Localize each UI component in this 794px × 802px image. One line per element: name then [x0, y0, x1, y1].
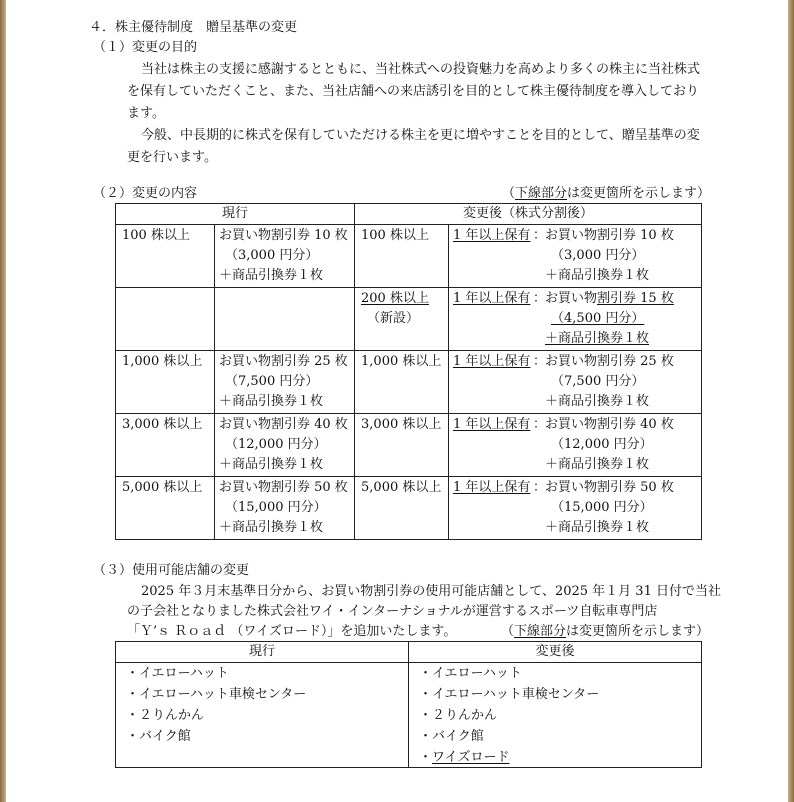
- new-benefit-text: お買い物割引券 25 枚: [545, 354, 674, 369]
- current-benefit-cell: [215, 351, 355, 414]
- table1-header-current: 現行: [116, 204, 355, 225]
- store-new-name: ワイズロード: [432, 750, 510, 765]
- current-benefit-line: ＋商品引換券１枚: [219, 457, 324, 472]
- stores-para-line3: 「Ｙ’ｓ Ｒｏａｄ （ワイズロード）」を追加いたします。: [127, 624, 457, 639]
- current-benefit-line: お買い物割引券 25 枚: [219, 354, 348, 369]
- store-item-new: [419, 750, 510, 766]
- holding-colon: ：: [533, 228, 547, 243]
- table2-header-after: 変更後: [409, 642, 702, 663]
- new-benefit-cell: [449, 288, 702, 351]
- current-shares: 100 株以上: [122, 228, 190, 243]
- new-shares: 3,000 株以上: [361, 417, 442, 432]
- current-benefit-line: （7,500 円分）: [225, 374, 319, 389]
- new-benefit-cell: [449, 477, 702, 540]
- new-shares-cell: [355, 225, 449, 288]
- new-benefit-line: （3,000 円分）: [551, 248, 645, 263]
- purpose-para2-line1: 今般、中長期的に株式を保有していただける株主を更に増やすことを目的として、贈呈基準の変: [141, 128, 700, 143]
- table2-header-current: 現行: [116, 642, 409, 663]
- table-row: [116, 351, 702, 414]
- new-benefit-cell: [449, 414, 702, 477]
- stores-para-line2: の子会社となりました株式会社ワイ・インターナショナルが運営するスポーツ自転車専門店: [127, 604, 658, 619]
- current-shares-cell: [116, 477, 215, 540]
- new-benefit-line: （12,000 円分）: [551, 437, 653, 452]
- holding-colon: ：: [533, 480, 547, 495]
- new-benefit-line: ＋商品引換券１枚: [545, 331, 650, 346]
- new-shares: 1,000 株以上: [361, 354, 442, 369]
- current-benefit-cell: [215, 477, 355, 540]
- table-row: [116, 477, 702, 540]
- current-benefit-line: お買い物割引券 50 枚: [219, 480, 348, 495]
- table-row: [116, 288, 702, 351]
- new-benefit-line: ＋商品引換券１枚: [545, 457, 650, 472]
- section-title: ４．株主優待制度 贈呈基準の変更: [89, 20, 298, 35]
- new-benefit-text: お買い物割引券 10 枚: [545, 228, 674, 243]
- current-benefit-cell: [215, 288, 355, 351]
- current-benefit-line: （3,000 円分）: [225, 248, 319, 263]
- current-shares: 1,000 株以上: [122, 354, 203, 369]
- current-shares: 3,000 株以上: [122, 417, 203, 432]
- current-benefit-line: （15,000 円分）: [225, 500, 327, 515]
- change-note: （下線部分は変更箇所を示します）: [502, 186, 711, 201]
- holding-period: 1 年以上保有: [453, 480, 531, 495]
- current-benefit-line: （12,000 円分）: [225, 437, 327, 452]
- subsection-stores: （３）使用可能店舗の変更: [93, 563, 250, 578]
- current-benefit-cell: [215, 414, 355, 477]
- store-item: ・イエローハット車検センター: [126, 687, 307, 702]
- store-item: ・バイク館: [126, 729, 191, 744]
- page-edge-right: [788, 0, 794, 802]
- new-benefit-text: お買い物割引券 50 枚: [545, 480, 674, 495]
- purpose-para1-line3: ます。: [127, 106, 165, 121]
- new-benefit-line: ＋商品引換券１枚: [545, 394, 650, 409]
- purpose-para2-line2: 更を行います。: [127, 150, 217, 165]
- holding-colon: ：: [533, 417, 547, 432]
- store-item: ・イエローハット: [126, 666, 229, 681]
- table1-header-after: 変更後（株式分割後）: [355, 204, 702, 225]
- subsection-content: （２）変更の内容: [93, 186, 198, 201]
- change-note-2: （下線部分は変更箇所を示します）: [501, 624, 710, 639]
- holding-period: 1 年以上保有: [453, 291, 531, 306]
- new-shares-cell: [355, 477, 449, 540]
- new-benefit-line: （15,000 円分）: [551, 500, 653, 515]
- new-benefit-line: [545, 354, 674, 370]
- new-benefit-line: [545, 480, 674, 496]
- new-benefit-line: [545, 228, 674, 244]
- new-shares-cell: [355, 414, 449, 477]
- current-benefit-line: ＋商品引換券１枚: [219, 268, 324, 283]
- new-benefit-line: [545, 417, 674, 433]
- store-item: ・バイク館: [419, 729, 484, 744]
- new-shares: 5,000 株以上: [361, 480, 442, 495]
- new-benefit-text: お買い物割引券 40 枚: [545, 417, 674, 432]
- new-benefit-changed-text: 割引券 15 枚: [597, 291, 674, 306]
- current-benefit-cell: [215, 225, 355, 288]
- stores-table: [115, 641, 702, 768]
- subsection-purpose: （１）変更の目的: [93, 40, 198, 55]
- current-benefit-line: お買い物割引券 40 枚: [219, 417, 348, 432]
- purpose-para1-line2: を保有していただくこと、また、当社店舗への来店誘引を目的として株主優待制度を導入しており: [127, 84, 700, 99]
- new-shares-cell: [355, 288, 449, 351]
- holding-period: 1 年以上保有: [453, 354, 531, 369]
- new-benefit-line: （7,500 円分）: [551, 374, 645, 389]
- store-bullet: ・: [419, 750, 433, 765]
- new-benefit-cell: [449, 225, 702, 288]
- stores-para-line1: 2025 年３月末基準日分から、お買い物割引券の使用可能店舗として、2025 年１月 31 日付で当社: [141, 584, 721, 599]
- new-benefit-line: ＋商品引換券１枚: [545, 520, 650, 535]
- table-row: [116, 414, 702, 477]
- current-shares-cell: [116, 414, 215, 477]
- store-item: ・２りんかん: [126, 708, 205, 723]
- current-shares: 5,000 株以上: [122, 480, 203, 495]
- current-shares-cell: [116, 351, 215, 414]
- new-benefit-line: （4,500 円分）: [551, 311, 645, 326]
- holding-period: 1 年以上保有: [453, 417, 531, 432]
- new-benefit-cell: [449, 351, 702, 414]
- current-shares-cell: [116, 225, 215, 288]
- new-shares: 200 株以上: [361, 291, 429, 306]
- store-item: ・イエローハット: [419, 666, 522, 681]
- purpose-para1-line1: 当社は株主の支援に感謝するとともに、当社株式への投資魅力を高めより多くの株主に当社株式: [141, 62, 701, 77]
- current-benefit-line: お買い物割引券 10 枚: [219, 228, 348, 243]
- current-shares-cell: [116, 288, 215, 351]
- new-benefit-line: ＋商品引換券１枚: [545, 268, 650, 283]
- page-edge-left: [0, 0, 6, 802]
- new-benefit-text: お買い物: [545, 291, 598, 306]
- store-item: ・イエローハット車検センター: [419, 687, 600, 702]
- new-shares-cell: [355, 351, 449, 414]
- holding-colon: ：: [533, 354, 547, 369]
- table-row: [116, 225, 702, 288]
- stores-after-cell: [409, 663, 702, 768]
- holding-colon: ：: [533, 291, 547, 306]
- benefit-table: [115, 203, 702, 540]
- stores-current-cell: [116, 663, 409, 768]
- new-shares: 100 株以上: [361, 228, 429, 243]
- current-benefit-line: ＋商品引換券１枚: [219, 520, 324, 535]
- holding-period: 1 年以上保有: [453, 228, 531, 243]
- store-item: ・２りんかん: [419, 708, 498, 723]
- new-shares-note: （新設）: [367, 311, 420, 326]
- new-benefit-line: [545, 291, 674, 307]
- current-benefit-line: ＋商品引換券１枚: [219, 394, 324, 409]
